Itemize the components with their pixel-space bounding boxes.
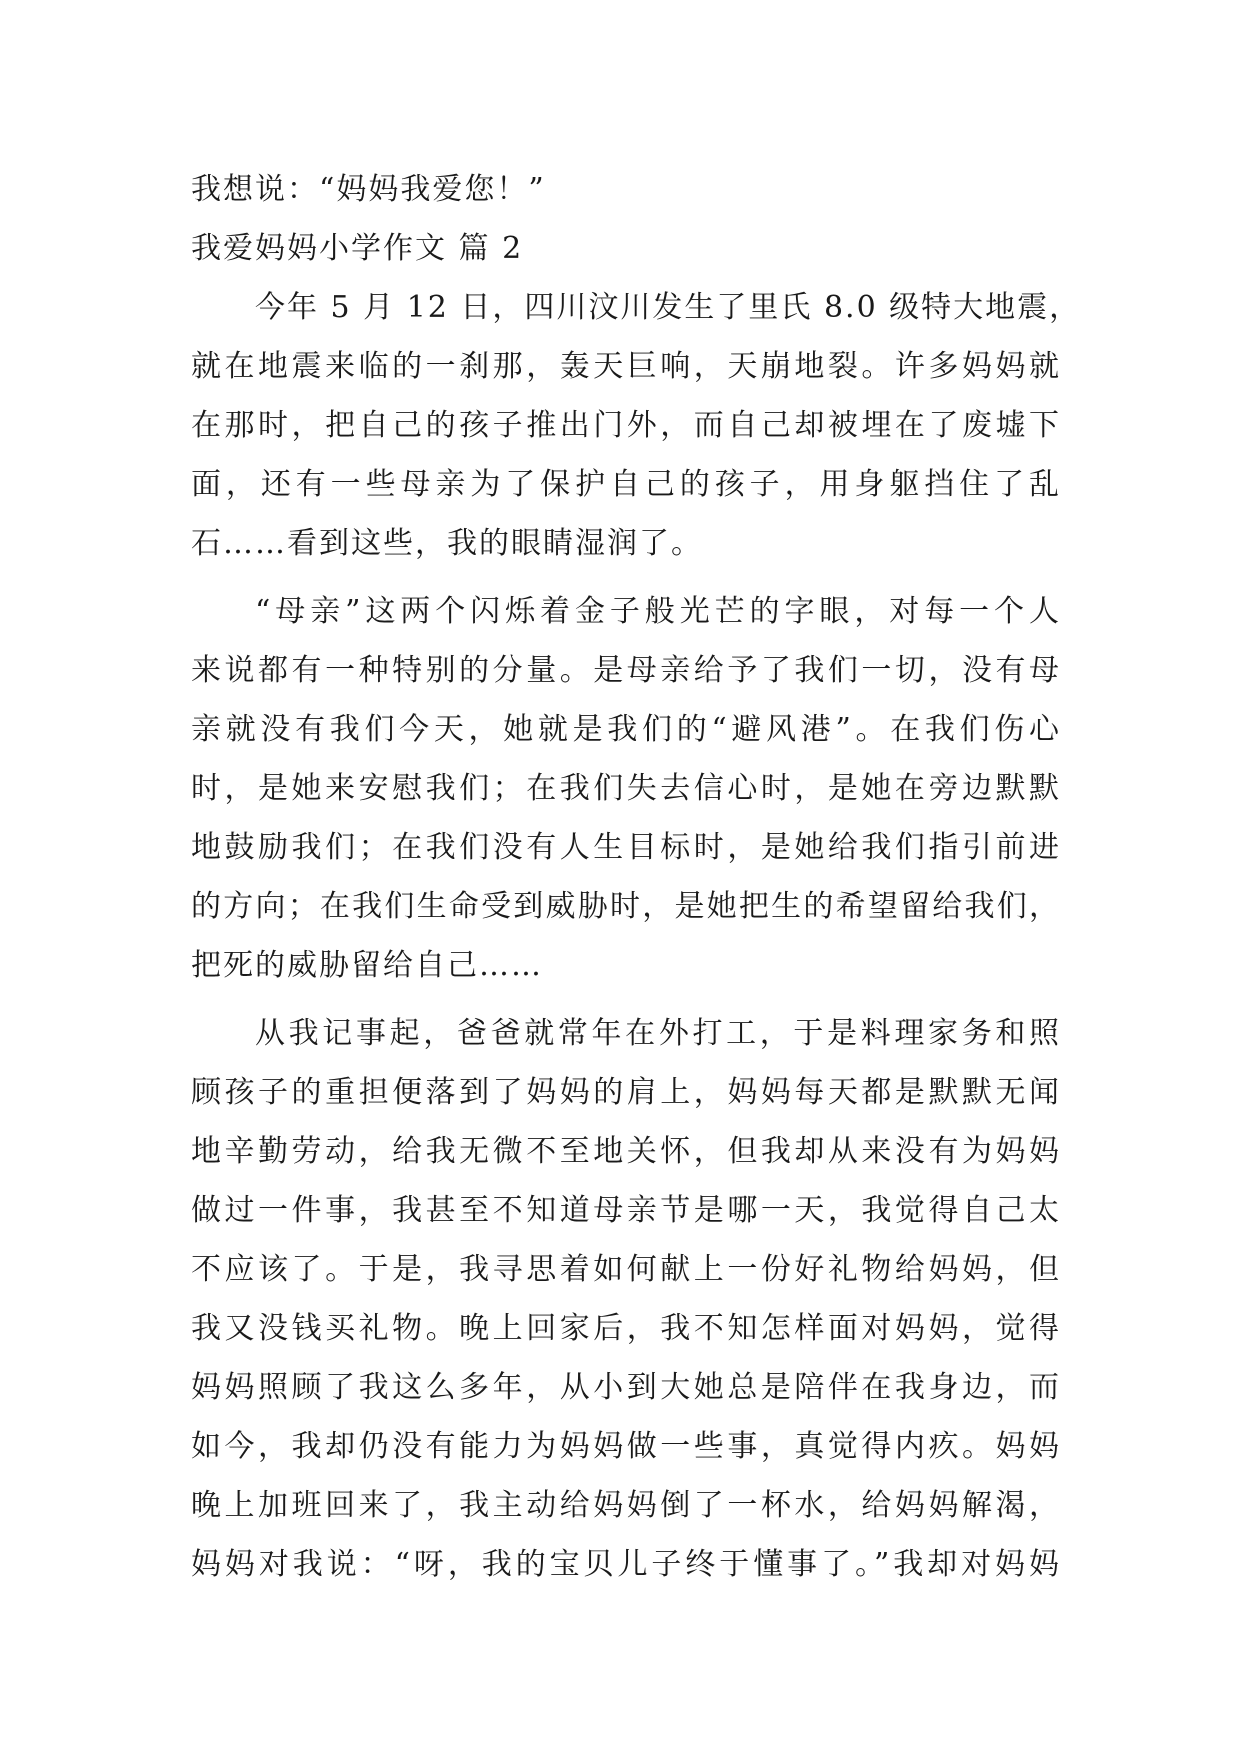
- paragraph-line: 石……看到这些，我的眼睛湿润了。: [191, 526, 703, 561]
- paragraph-line: 妈妈对我说：“呀，我的宝贝儿子终于懂事了。”我却对妈妈: [191, 1547, 1061, 1582]
- paragraph-line: 就在地震来临的一刹那，轰天巨响，天崩地裂。许多妈妈就: [191, 349, 1061, 384]
- paragraph-line: 来说都有一种特别的分量。是母亲给予了我们一切，没有母: [191, 653, 1061, 688]
- paragraph-line: 顾孩子的重担便落到了妈妈的肩上，妈妈每天都是默默无闻: [191, 1075, 1061, 1110]
- paragraph-spacer: [191, 995, 1061, 1004]
- paragraph-2: [191, 582, 1061, 995]
- paragraph-spacer: [191, 573, 1061, 582]
- paragraph-line: 今年 5 月 12 日，四川汶川发生了里氏 8.0 级特大地震，: [255, 290, 1082, 325]
- opening-line: 我想说：“妈妈我爱您！”: [191, 172, 546, 207]
- paragraph-line: 地辛勤劳动，给我无微不至地关怀，但我却从来没有为妈妈: [191, 1134, 1061, 1169]
- paragraph-line: “母亲”这两个闪烁着金子般光芒的字眼，对每一个人: [255, 594, 1061, 629]
- paragraph-line: 把死的威胁留给自己……: [191, 948, 543, 983]
- paragraph-line: 亲就没有我们今天，她就是我们的“避风港”。在我们伤心: [191, 712, 1061, 747]
- paragraph-3: [191, 1004, 1061, 1594]
- paragraph-line: 面，还有一些母亲为了保护自己的孩子，用身躯挡住了乱: [191, 467, 1061, 502]
- paragraph-line: 晚上加班回来了，我主动给妈妈倒了一杯水，给妈妈解渴，: [191, 1488, 1061, 1523]
- paragraph-line: 不应该了。于是，我寻思着如何献上一份好礼物给妈妈，但: [191, 1252, 1061, 1287]
- paragraph-line: 妈妈照顾了我这么多年，从小到大她总是陪伴在我身边，而: [191, 1370, 1061, 1405]
- paragraph-line: 时，是她来安慰我们；在我们失去信心时，是她在旁边默默: [191, 771, 1061, 806]
- paragraph-line: 我又没钱买礼物。晚上回家后，我不知怎样面对妈妈，觉得: [191, 1311, 1061, 1346]
- text-column: [191, 160, 1082, 1594]
- paragraph-line: 的方向；在我们生命受到威胁时，是她把生的希望留给我们，: [191, 889, 1061, 924]
- section-title: 我爱妈妈小学作文 篇 2: [191, 231, 524, 266]
- paragraph-line: 做过一件事，我甚至不知道母亲节是哪一天，我觉得自己太: [191, 1193, 1061, 1228]
- paragraph-line: 从我记事起，爸爸就常年在外打工，于是料理家务和照: [255, 1016, 1061, 1051]
- paragraph-line: 地鼓励我们；在我们没有人生目标时，是她给我们指引前进: [191, 830, 1061, 865]
- paragraph-line: 如今，我却仍没有能力为妈妈做一些事，真觉得内疚。妈妈: [191, 1429, 1061, 1464]
- paragraph-1: [191, 278, 1082, 573]
- paragraph-line: 在那时，把自己的孩子推出门外，而自己却被埋在了废墟下: [191, 408, 1061, 443]
